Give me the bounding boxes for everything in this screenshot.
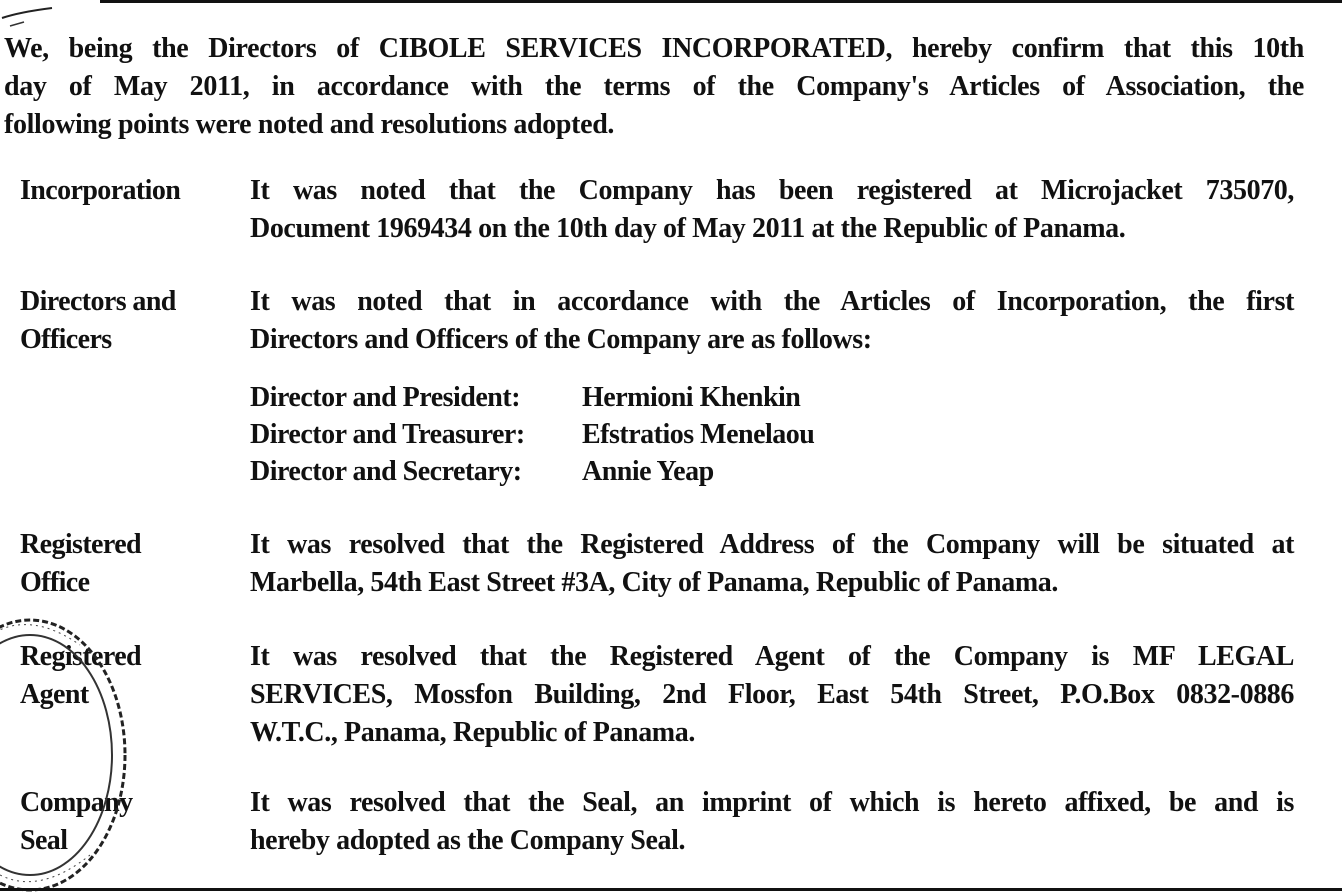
section-body-line: SERVICES, Mossfon Building, 2nd Floor, East 54th Street, P.O.Box 0832-0886	[250, 679, 1294, 710]
section-body-line: Marbella, 54th East Street #3A, City of Panama, Republic of Panama.	[250, 567, 1058, 598]
section-label-line: Agent	[20, 679, 89, 710]
section-label-line: Directors and	[20, 286, 176, 317]
section-body-line: It was resolved that the Seal, an imprint of which is hereto affixed, be and is	[250, 787, 1294, 818]
officer-row	[250, 416, 950, 453]
intro-paragraph	[4, 30, 1304, 144]
section-body-line: Directors and Officers of the Company are as follows:	[250, 324, 872, 355]
section-label	[20, 638, 235, 714]
officer-name: Efstratios Menelaou	[582, 419, 815, 450]
section-label-line: Registered	[20, 529, 141, 560]
officer-row	[250, 453, 950, 490]
section-body-line: It was noted that in accordance with the Articles of Incorporation, the first	[250, 286, 1294, 317]
section-body-line: It was resolved that the Registered Address of the Company will be situated at	[250, 529, 1294, 560]
section-body-line: W.T.C., Panama, Republic of Panama.	[250, 717, 695, 748]
intro-line-2: day of May 2011, in accordance with the terms of the Company's Articles of Association, the	[4, 71, 1304, 102]
section-label	[20, 526, 235, 602]
officer-role: Director and Secretary:	[250, 456, 522, 487]
section-label-line: Seal	[20, 825, 68, 856]
section-label-line: Office	[20, 567, 90, 598]
intro-line-3: following points were noted and resolutions adopted.	[4, 109, 615, 140]
section-label	[20, 784, 235, 860]
officer-row	[250, 379, 950, 416]
scan-mark-icon	[0, 0, 60, 30]
section-body-line: hereby adopted as the Company Seal.	[250, 825, 686, 856]
officer-name: Hermioni Khenkin	[582, 382, 801, 413]
section-label-line: Company	[20, 787, 133, 818]
section-body-line: It was noted that the Company has been registered at Microjacket 735070,	[250, 175, 1294, 206]
section-label-line: Incorporation	[20, 175, 181, 206]
officer-role: Director and Treasurer:	[250, 419, 525, 450]
section-body	[250, 172, 1294, 248]
officer-role: Director and President:	[250, 382, 521, 413]
top-rule	[100, 0, 1342, 3]
bottom-rule	[0, 888, 1342, 891]
section-body-line: It was resolved that the Registered Agent of the Company is MF LEGAL	[250, 641, 1294, 672]
section-label-line: Officers	[20, 324, 112, 355]
section-body-line: Document 1969434 on the 10th day of May 2011 at the Republic of Panama.	[250, 213, 1126, 244]
section-label-line: Registered	[20, 641, 141, 672]
section-body	[250, 526, 1294, 602]
section-label	[20, 172, 235, 210]
section-body	[250, 638, 1294, 752]
section-body	[250, 784, 1294, 860]
section-label	[20, 283, 235, 359]
intro-line-1: We, being the Directors of CIBOLE SERVICES INCORPORATED, hereby confirm that this 10th	[4, 33, 1304, 64]
section-body	[250, 283, 1294, 359]
officer-name: Annie Yeap	[582, 456, 714, 487]
officers-list	[250, 379, 950, 490]
